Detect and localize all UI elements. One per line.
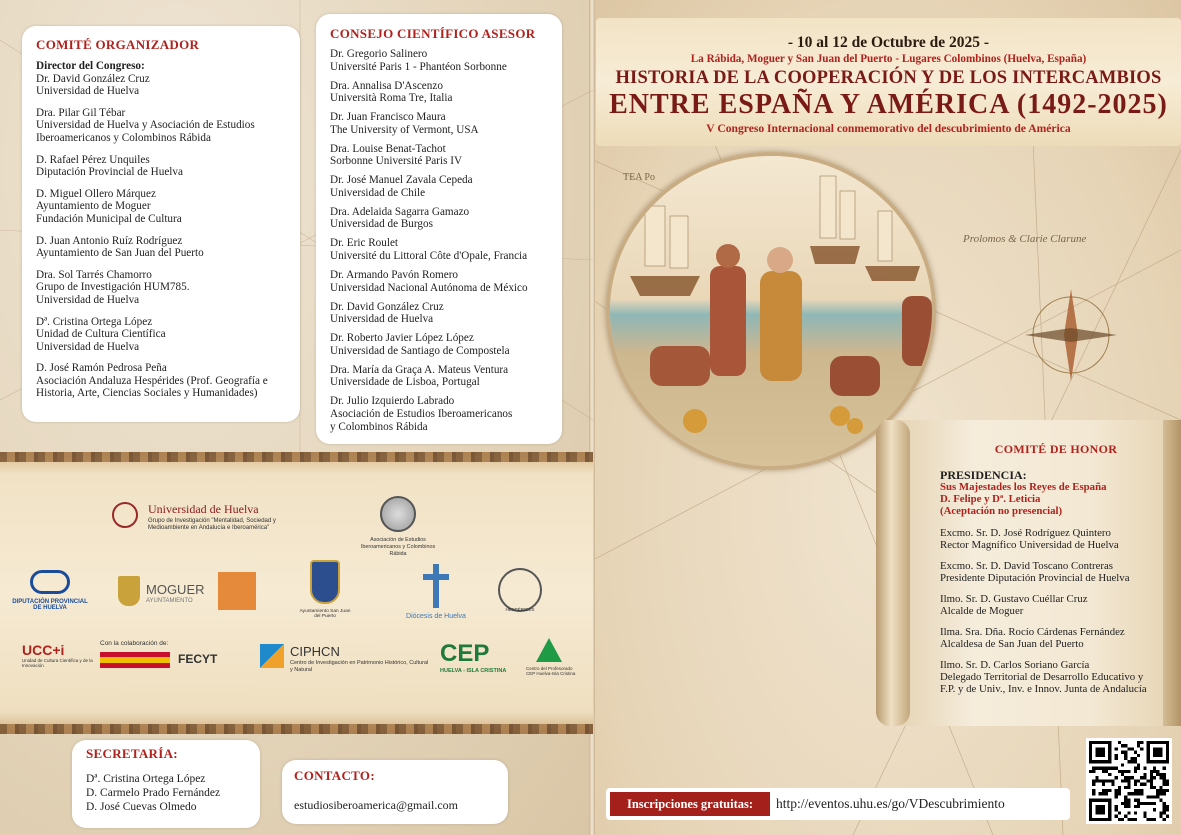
org-entry bbox=[36, 316, 286, 363]
honor-affiliation: F.P. y de Univ., Inv. e Innov. Junta de Andalucía bbox=[940, 683, 1147, 695]
org-affiliation: Diputación Provincial de Huelva bbox=[36, 166, 183, 179]
sci-entry bbox=[330, 143, 548, 175]
org-affiliation: Historia, Arte, Ciencias Sociales y Humanidades) bbox=[36, 387, 258, 400]
sci-name: Dr. David González Cruz bbox=[330, 300, 444, 313]
org-name: Dra. Pilar Gil Tébar bbox=[36, 106, 126, 119]
event-subtitle: V Congreso Internacional conmemorativo del descubrimiento de América bbox=[706, 122, 1071, 135]
sci-entry bbox=[330, 111, 548, 143]
registration-url-link[interactable]: http://eventos.uhu.es/go/VDescubrimiento bbox=[776, 796, 1005, 811]
registration-qr-code[interactable] bbox=[1086, 738, 1172, 824]
sci-affiliation: y Colombinos Rábida bbox=[330, 420, 428, 433]
secretariat-title: SECRETARÍA: bbox=[86, 746, 178, 761]
sci-entry bbox=[330, 80, 548, 112]
uhu-name: Universidad de Huelva bbox=[148, 502, 259, 516]
secretariat-member-2: D. Carmelo Prado Fernández bbox=[86, 787, 221, 799]
org-affiliation: Universidad de Huelva bbox=[36, 293, 140, 306]
event-place: La Rábida, Moguer y San Juan del Puerto - Lugares Colombinos (Huelva, España) bbox=[690, 53, 1087, 65]
event-date: - 10 al 12 de Octubre de 2025 - bbox=[787, 34, 990, 51]
sci-name: Dr. Armando Pavón Romero bbox=[330, 269, 459, 282]
sci-affiliation: Sorbonne Université Paris IV bbox=[330, 155, 463, 168]
org-entry bbox=[36, 188, 286, 235]
moguer-shield-icon bbox=[118, 576, 140, 606]
sci-affiliation: Asociación de Estudios Iberoamericanos bbox=[330, 407, 513, 420]
honor-entry bbox=[940, 527, 1172, 560]
sci-entry bbox=[330, 174, 548, 206]
secretariat-member-3: D. José Cuevas Olmedo bbox=[86, 801, 197, 813]
org-entry bbox=[36, 154, 286, 188]
honor-name: Ilmo. Sr. D. Gustavo Cuéllar Cruz bbox=[940, 593, 1088, 605]
presidency-line-3: (Aceptación no presencial) bbox=[940, 505, 1063, 517]
sci-name: Dr. Juan Francisco Maura bbox=[330, 111, 446, 124]
diputacion-name: DIPUTACIÓN PROVINCIAL DE HUELVA bbox=[12, 599, 88, 611]
org-entry bbox=[36, 269, 286, 316]
honor-title: COMITÉ DE HONOR bbox=[994, 442, 1118, 456]
cep-right: Centro del Profesorado CEP Huelva-Isla Cristina bbox=[526, 666, 576, 676]
globe-seal-icon bbox=[380, 496, 416, 532]
sci-entry bbox=[330, 332, 548, 364]
honor-entry bbox=[940, 593, 1172, 626]
org-affiliation: Ayuntamiento de Moguer bbox=[36, 200, 151, 213]
moguer-sub: AYUNTAMIENTO bbox=[146, 598, 193, 604]
org-name: Dr. David González Cruz bbox=[36, 72, 150, 85]
uhu-group: Grupo de Investigación "Mentalidad, Sociedad y Medioambiente en Andalucía e Iberoamérica" bbox=[148, 518, 276, 531]
cep-name: CEP bbox=[440, 640, 490, 667]
sci-name: Dra. Annalisa D'Ascenzo bbox=[330, 79, 443, 92]
org-name: D. Juan Antonio Ruíz Rodríguez bbox=[36, 234, 183, 247]
honor-name: Ilmo. Sr. D. Carlos Soriano García bbox=[940, 659, 1090, 671]
event-header bbox=[596, 18, 1181, 146]
moguer-name: MOGUER bbox=[146, 582, 205, 597]
honor-list bbox=[940, 527, 1172, 695]
registration-label: Inscripciones gratuitas: bbox=[610, 792, 770, 816]
orange-logo-icon bbox=[218, 572, 256, 610]
org-name: D. Miguel Ollero Márquez bbox=[36, 187, 156, 200]
presidency-label: PRESIDENCIA: bbox=[940, 468, 1027, 482]
ucc-logo bbox=[22, 642, 94, 668]
org-affiliation: Unidad de Cultura Científica bbox=[36, 328, 166, 341]
sci-name: Dr. Eric Roulet bbox=[330, 237, 399, 250]
org-entry bbox=[36, 107, 286, 154]
registration-bar bbox=[606, 788, 1070, 820]
scientific-title: CONSEJO CIENTÍFICO ASESOR bbox=[330, 26, 536, 41]
honor-committee bbox=[940, 442, 1172, 695]
honor-affiliation: Alcaldesa de San Juan del Puerto bbox=[940, 638, 1084, 650]
sci-affiliation: Universidad de Santiago de Compostela bbox=[330, 344, 510, 357]
svg-text:Prolomos & Clarie Clarune: Prolomos & Clarie Clarune bbox=[963, 233, 1087, 245]
sanjuan-shield-icon bbox=[310, 560, 340, 604]
andalucia-a-icon bbox=[536, 638, 562, 662]
sci-affiliation: Université du Littoral Côte d'Opale, Francia bbox=[330, 250, 528, 263]
sci-affiliation: Universidad Nacional Autónoma de México bbox=[330, 281, 528, 294]
honor-name: Ilma. Sra. Dña. Rocío Cárdenas Fernández bbox=[940, 626, 1125, 638]
contact-email-link[interactable]: estudiosiberoamerica@gmail.com bbox=[294, 798, 458, 812]
sanjuan-logo bbox=[298, 560, 352, 619]
uhu-seal-icon bbox=[112, 502, 138, 528]
honor-name: Excmo. Sr. D. José Rodríguez Quintero bbox=[940, 527, 1111, 539]
org-affiliation: Fundación Municipal de Cultura bbox=[36, 212, 182, 225]
scroll-roll-left bbox=[876, 420, 910, 726]
sci-affiliation: Universidad de Chile bbox=[330, 186, 426, 199]
sci-affiliation: Université Paris 1 - Phantéon Sorbonne bbox=[330, 60, 507, 73]
sci-name: Dra. María da Graça A. Mateus Ventura bbox=[330, 363, 509, 376]
scientific-council-card bbox=[316, 14, 562, 444]
org-entry bbox=[36, 73, 286, 107]
org-name: Dª. Cristina Ortega López bbox=[36, 315, 153, 328]
contact-card bbox=[282, 760, 508, 824]
sci-affiliation: Universidade de Lisboa, Portugal bbox=[330, 376, 480, 389]
collab-label: Con la colaboración de: bbox=[100, 640, 169, 647]
hesperides-name: HESPÉRIDES bbox=[505, 607, 535, 612]
honor-name: Excmo. Sr. D. David Toscano Contreras bbox=[940, 560, 1113, 572]
sci-name: Dr. José Manuel Zavala Cepeda bbox=[330, 174, 473, 187]
aeicr-logo bbox=[358, 496, 438, 558]
org-name: D. José Ramón Pedrosa Peña bbox=[36, 362, 167, 375]
director-label: Director del Congreso: bbox=[36, 60, 145, 72]
sci-entry bbox=[330, 206, 548, 238]
org-affiliation: Iberoamericanos y Colombinos Rábida bbox=[36, 131, 211, 144]
honor-affiliation: Delegado Territorial de Desarrollo Educativo y bbox=[940, 671, 1144, 683]
sci-entry bbox=[330, 269, 548, 301]
ciphcn-sub: Centro de Investigación en Patrimonio Histórico, Cultural y Natural bbox=[290, 660, 429, 673]
honor-entry bbox=[940, 626, 1172, 659]
secretariat-member-1: Dª. Cristina Ortega López bbox=[86, 773, 206, 785]
organizing-title: COMITÉ ORGANIZADOR bbox=[36, 37, 200, 52]
collab-block bbox=[100, 640, 240, 666]
sci-entry bbox=[330, 364, 548, 396]
honor-affiliation: Presidente Diputación Provincial de Huelva bbox=[940, 572, 1130, 584]
sci-affiliation: Universidad de Huelva bbox=[330, 313, 434, 326]
diputacion-emblem-icon bbox=[30, 570, 70, 594]
ucc-sub: Unidad de Cultura Científica y de la Innovación bbox=[22, 658, 93, 668]
sci-entry bbox=[330, 301, 548, 333]
cross-icon bbox=[419, 564, 453, 608]
hesperides-logo bbox=[496, 568, 544, 612]
sci-name: Dr. Roberto Javier López López bbox=[330, 332, 474, 345]
sci-affiliation: Università Roma Tre, Italia bbox=[330, 92, 453, 105]
ucc-name: UCC+i bbox=[22, 642, 65, 658]
sanjuan-name: Ayuntamiento San Juan del Puerto bbox=[299, 609, 351, 619]
diocesis-logo bbox=[396, 564, 476, 620]
sci-entry bbox=[330, 48, 548, 80]
sci-name: Dra. Louise Benat-Tachot bbox=[330, 142, 446, 155]
org-affiliation: Asociación Andaluza Hespérides (Prof. Geografía e bbox=[36, 374, 268, 387]
honor-entry bbox=[940, 560, 1172, 593]
org-affiliation: Ayuntamiento de San Juan del Puerto bbox=[36, 247, 204, 260]
organizing-committee-card bbox=[22, 26, 300, 422]
honor-affiliation: Rector Magnífico Universidad de Huelva bbox=[940, 539, 1119, 551]
org-entry bbox=[36, 362, 286, 400]
honor-entry bbox=[940, 659, 1172, 695]
secretariat-card bbox=[72, 740, 260, 828]
ciphcn-name: CIPHCN bbox=[290, 644, 340, 659]
sci-name: Dr. Gregorio Salinero bbox=[330, 48, 428, 60]
svg-text:ΤΕΑ Ρο: ΤΕΑ Ρο bbox=[623, 172, 655, 183]
event-title-line1: HISTORIA DE LA COOPERACIÓN Y DE LOS INTERCAMBIOS bbox=[615, 68, 1162, 88]
org-affiliation: Grupo de Investigación HUM785. bbox=[36, 281, 190, 294]
diocesis-name: Diócesis de Huelva bbox=[406, 613, 466, 620]
org-name: D. Rafael Pérez Unquiles bbox=[36, 153, 150, 166]
presidency-line-1: Sus Majestades los Reyes de España bbox=[940, 481, 1107, 493]
org-entry bbox=[36, 235, 286, 269]
presidency-line-2: D. Felipe y Dª. Leticia bbox=[940, 493, 1041, 505]
compass-rose-icon bbox=[1025, 289, 1117, 381]
sci-name: Dra. Adelaida Sagarra Gamazo bbox=[330, 205, 470, 218]
event-title-line2: ENTRE ESPAÑA Y AMÉRICA (1492-2025) bbox=[609, 89, 1168, 120]
fecyt-name: FECYT bbox=[178, 652, 218, 666]
sci-entry bbox=[330, 395, 548, 433]
diputacion-logo bbox=[10, 570, 90, 611]
cep-sub: HUELVA - ISLA CRISTINA bbox=[440, 668, 507, 674]
sci-name: Dr. Julio Izquierdo Labrado bbox=[330, 395, 455, 408]
org-affiliation: Universidad de Huelva bbox=[36, 340, 140, 353]
ciphcn-emblem-icon bbox=[260, 644, 284, 668]
spain-flag-icon bbox=[100, 652, 170, 668]
org-name: Dra. Sol Tarrés Chamorro bbox=[36, 268, 152, 281]
scientific-list bbox=[330, 48, 548, 433]
org-affiliation: Universidad de Huelva y Asociación de Estudios bbox=[36, 119, 255, 132]
contact-title: CONTACTO: bbox=[294, 768, 375, 783]
honor-affiliation: Alcalde de Moguer bbox=[940, 605, 1024, 617]
hesperides-seal-icon bbox=[498, 568, 542, 612]
aeicr-name: Asociación de Estudios Iberoamericanos y Colombinos Rábida bbox=[360, 537, 436, 557]
org-affiliation: Universidad de Huelva bbox=[36, 85, 140, 98]
organizing-list bbox=[36, 73, 286, 400]
sci-affiliation: The University of Vermont, USA bbox=[330, 123, 479, 136]
sci-entry bbox=[330, 237, 548, 269]
sci-affiliation: Universidad de Burgos bbox=[330, 218, 433, 231]
